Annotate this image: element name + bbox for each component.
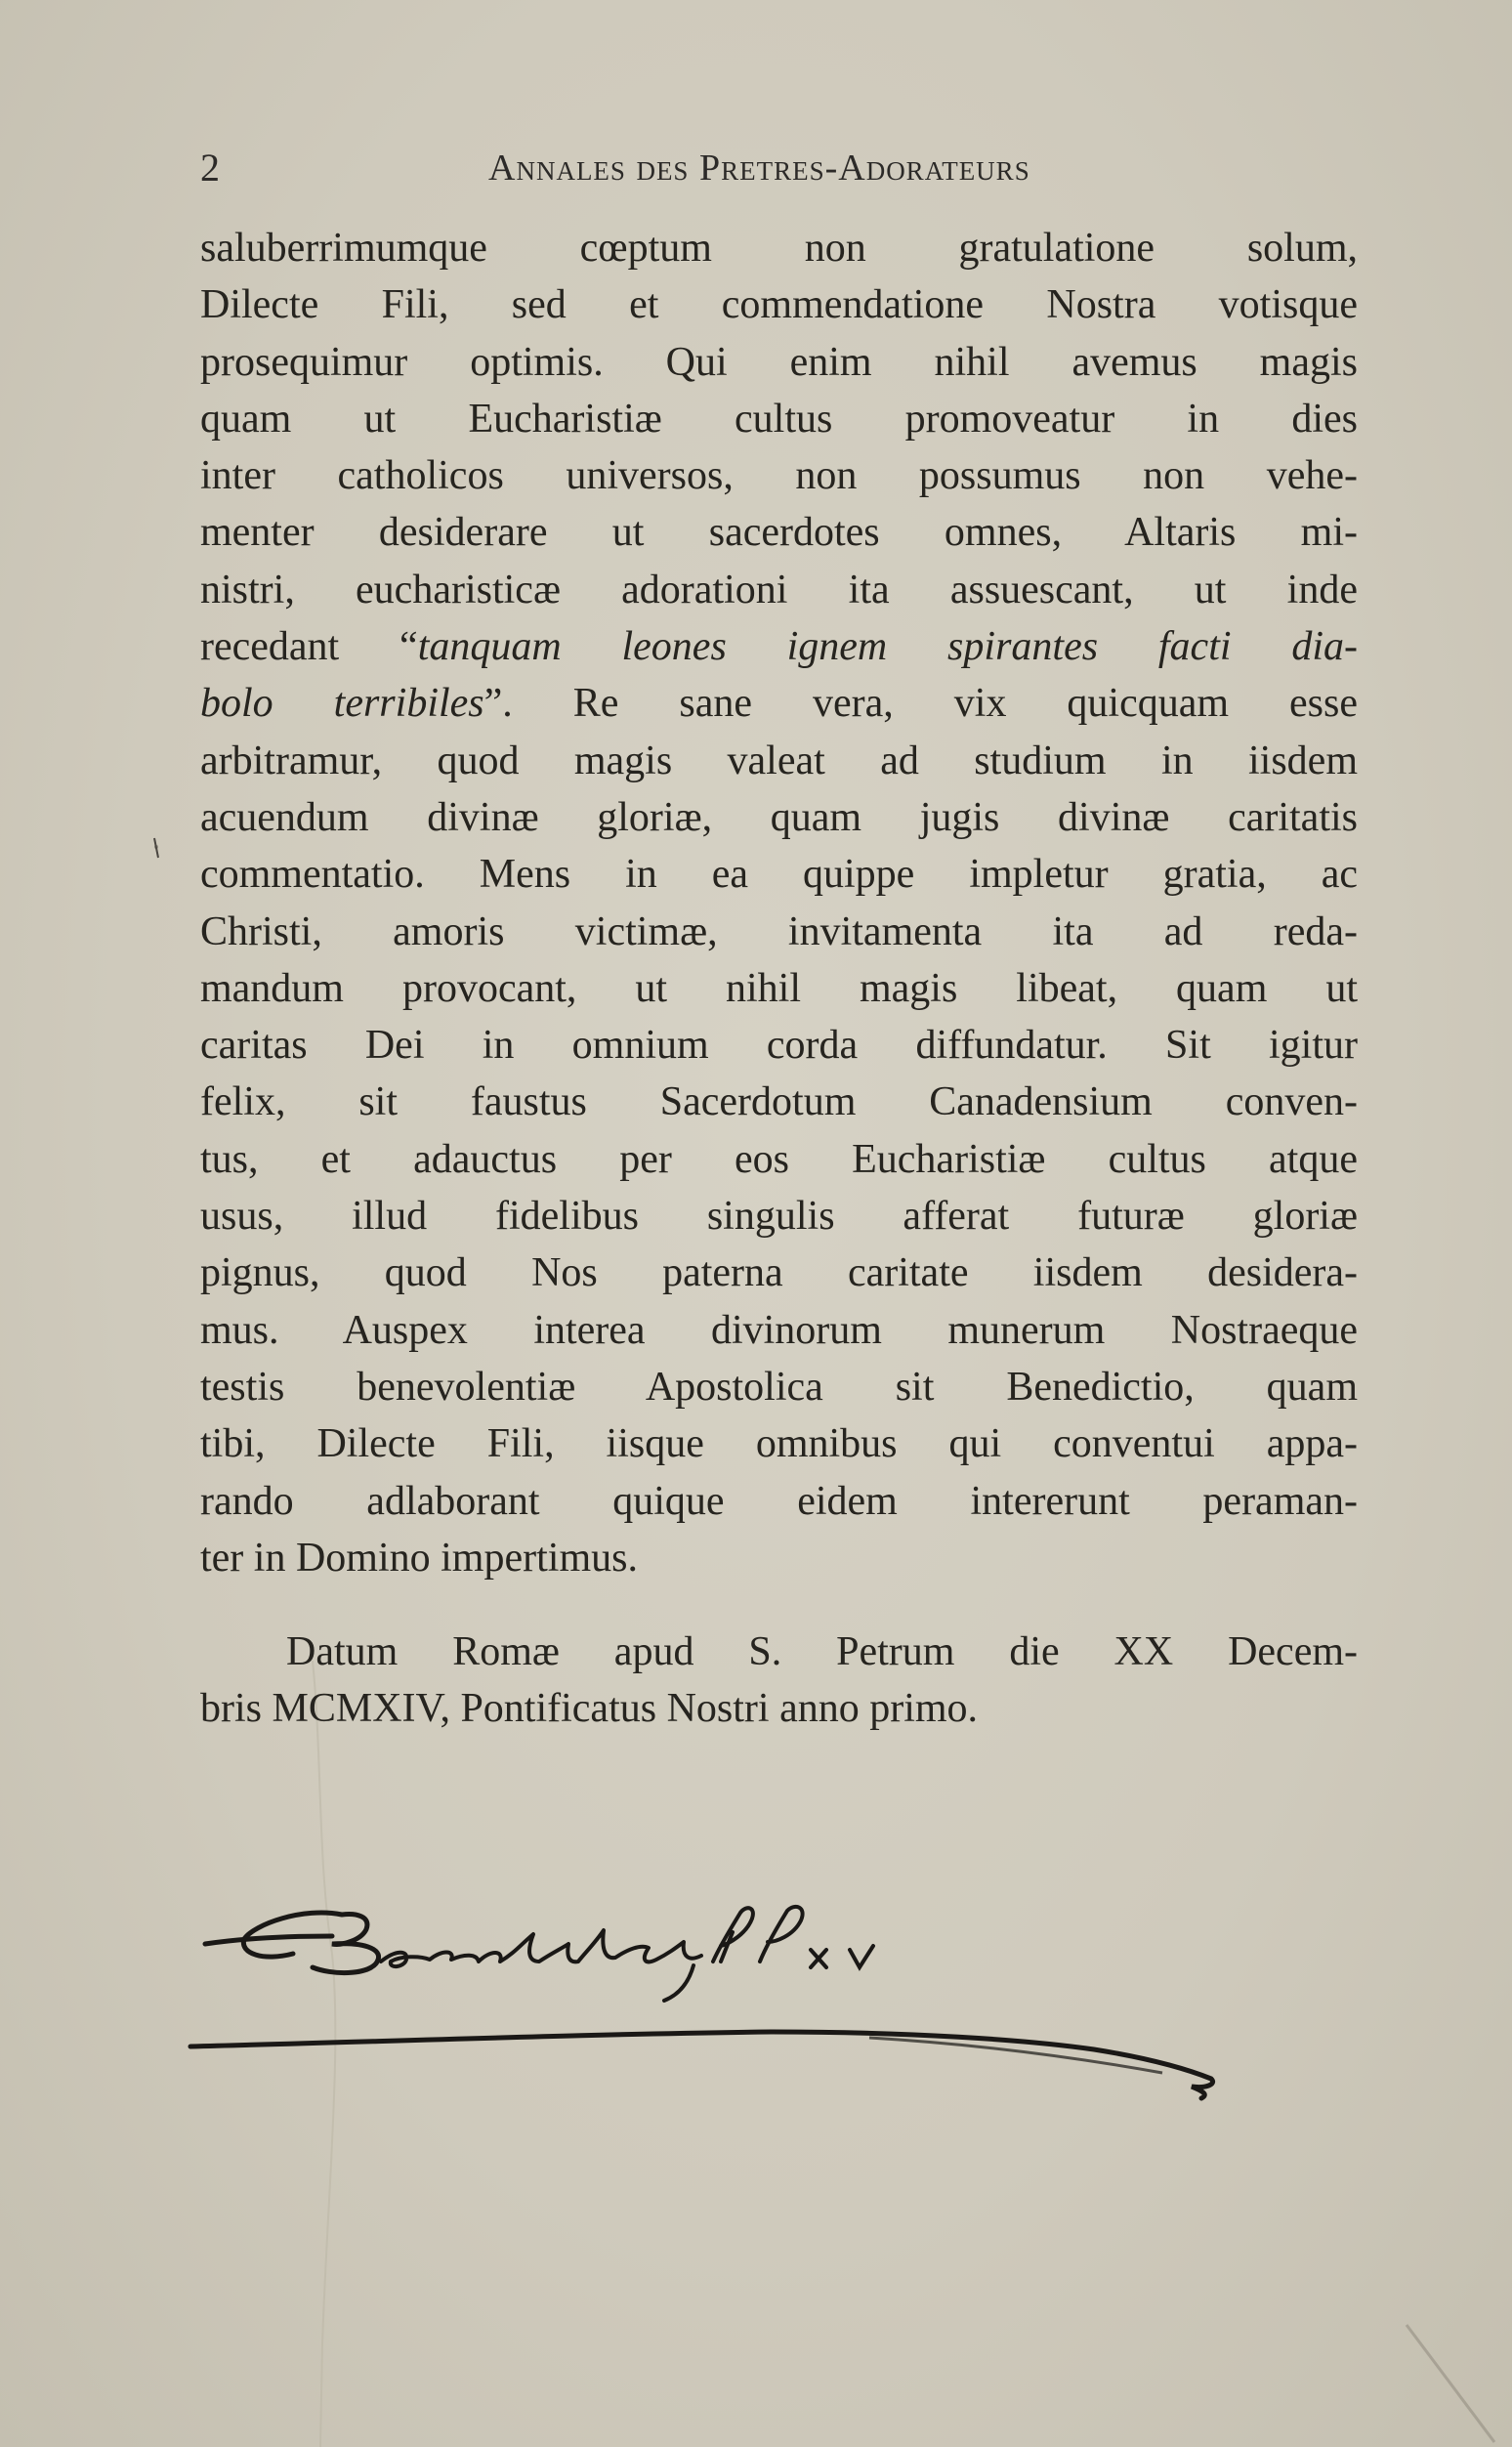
text-line-22: tibi, Dilecte Fili, iisque omnibus qui conventui appa-: [200, 1421, 1358, 1467]
papal-signature: [186, 1885, 1319, 2120]
text-line-8: [200, 618, 1358, 675]
text-line-12: commentatio. Mens in ea quippe impletur gratia, ac: [200, 852, 1358, 898]
text-line-14: mandum provocant, ut nihil magis libeat, quam ut: [200, 965, 1358, 1011]
dating-line-2: bris MCMXIV, Pontificatus Nostri anno primo.: [200, 1686, 979, 1732]
text-line-5: inter catholicos universos, non possumus non vehe-: [200, 453, 1358, 499]
page-header: [200, 137, 1382, 195]
text-line-6: menter desiderare ut sacerdotes omnes, Altaris mi-: [200, 510, 1358, 556]
text-line-11: acuendum divinæ gloriæ, quam jugis divinæ caritatis: [200, 794, 1358, 840]
text-line-21: testis benevolentiæ Apostolica sit Benedictio, quam: [200, 1364, 1358, 1410]
text-line-1: saluberrimumque cœptum non gratulatione solum,: [200, 226, 1358, 271]
text-line-4: quam ut Eucharistiæ cultus promoveatur in dies: [200, 396, 1358, 442]
text-line-15: caritas Dei in omnium corda diffundatur. Sit igitur: [200, 1023, 1358, 1069]
text-line-10: arbitramur, quod magis valeat ad studium in iisdem: [200, 738, 1358, 783]
italic-quotation-part-1: tanquam leones ignem spirantes facti dia-: [417, 624, 1358, 670]
text-line-23: rando adlaborant quique eidem intererunt peraman-: [200, 1478, 1358, 1524]
text-line-20: mus. Auspex interea divinorum munerum Nostraeque: [200, 1307, 1358, 1353]
text-line-8-prefix: recedant “: [200, 624, 418, 670]
text-line-9-suffix: ”. Re sane vera, vix quicquam esse: [483, 681, 1358, 727]
page-number: 2: [200, 146, 220, 190]
text-line-18: usus, illud fidelibus singulis afferat futuræ gloriæ: [200, 1194, 1358, 1240]
letter-body: [200, 220, 1358, 1738]
text-line-13: Christi, amoris victimæ, invitamenta ita ad reda-: [200, 908, 1358, 954]
running-head: Annales des Pretres-Adorateurs: [488, 148, 1030, 189]
text-line-7: nistri, eucharisticæ adorationi ita assuescant, ut inde: [200, 567, 1358, 612]
text-line-24: ter in Domino impertimus.: [200, 1535, 638, 1581]
dating-line-1: Datum Romæ apud S. Petrum die XX Decem-: [286, 1629, 1358, 1675]
text-line-16: felix, sit faustus Sacerdotum Canadensium conven-: [200, 1079, 1358, 1125]
text-line-9: [200, 675, 1358, 732]
text-line-3: prosequimur optimis. Qui enim nihil avemus magis: [200, 339, 1358, 385]
text-line-2: Dilecte Fili, sed et commendatione Nostra votisque: [200, 282, 1358, 328]
paragraph-gap: [200, 1586, 1358, 1624]
text-line-19: pignus, quod Nos paterna caritate iisdem desidera-: [200, 1250, 1358, 1296]
italic-quotation-part-2: bolo terribiles: [200, 681, 484, 727]
text-line-17: tus, et adauctus per eos Eucharistiæ cultus atque: [200, 1136, 1358, 1182]
